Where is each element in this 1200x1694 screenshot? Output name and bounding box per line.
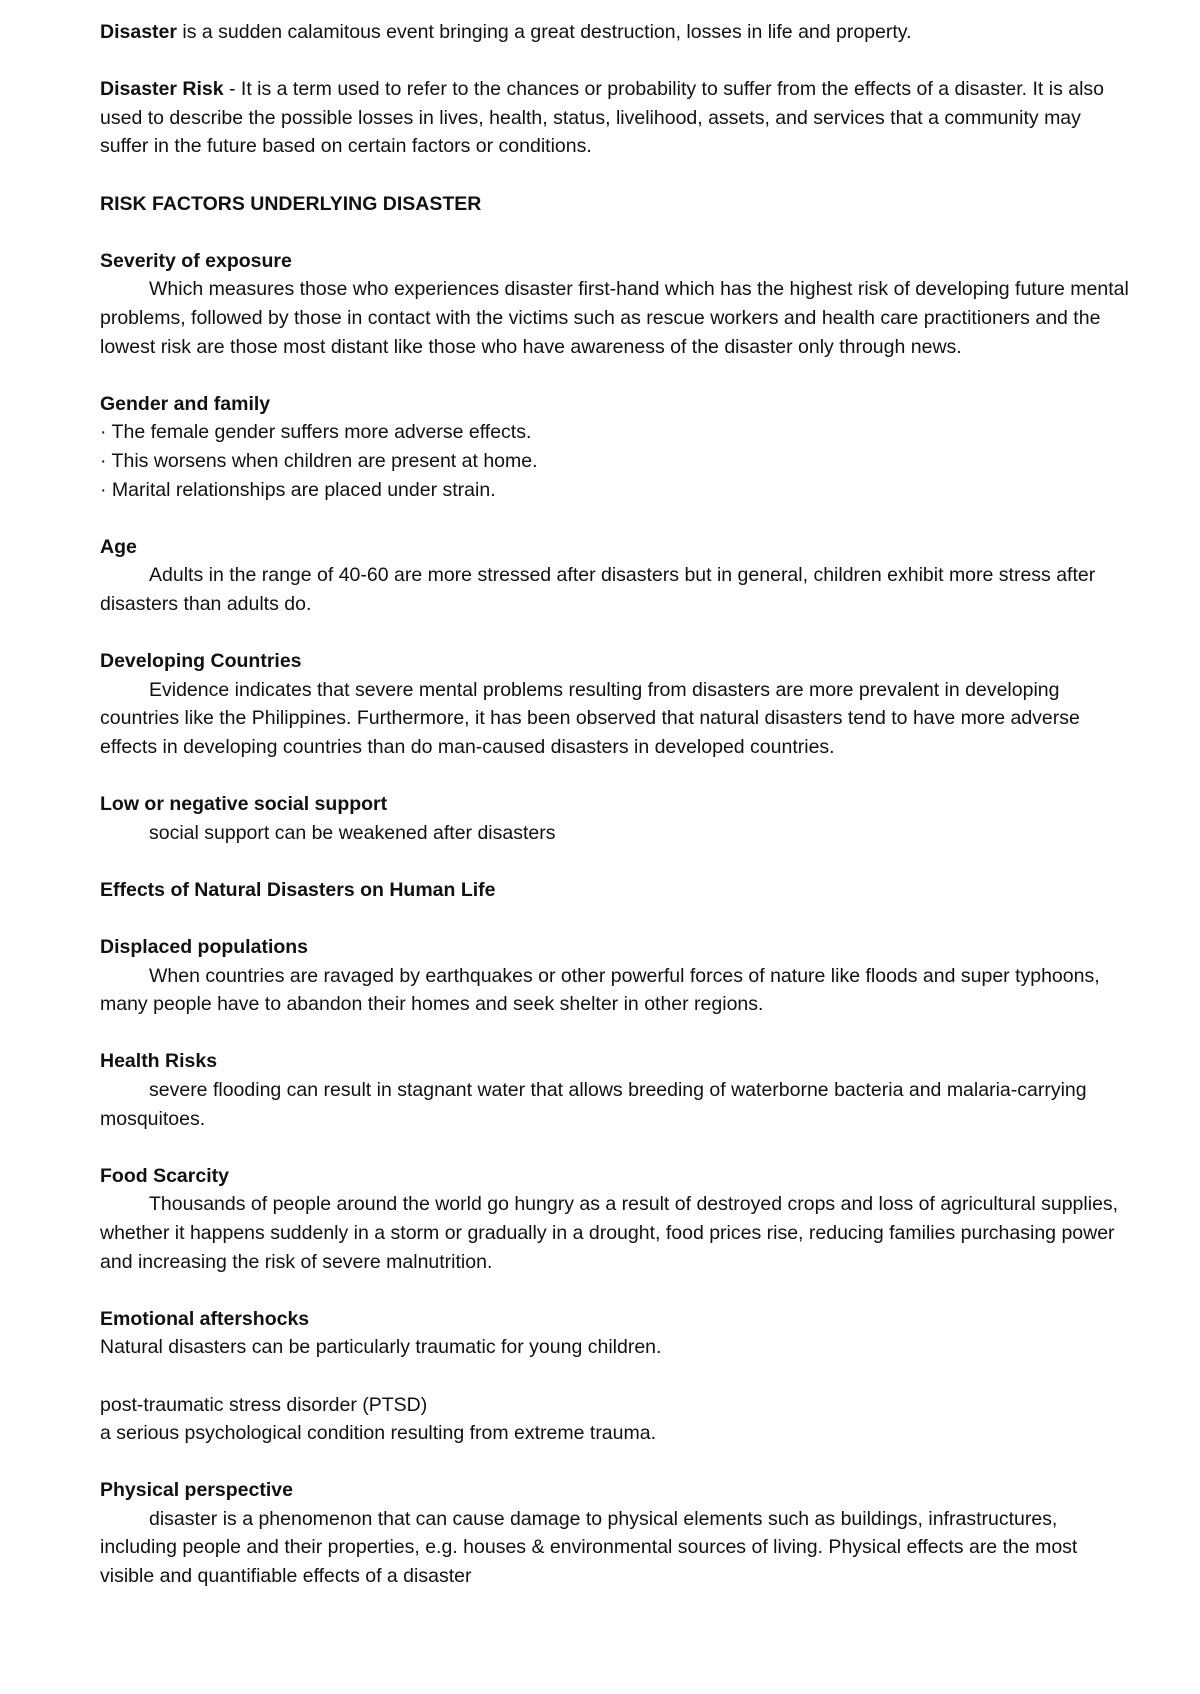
severity-title: Severity of exposure (100, 249, 292, 272)
disaster-term: Disaster (100, 21, 177, 43)
emotional-body: Natural disasters can be particularly traumatic for young children. (100, 1336, 662, 1359)
developing-body: Evidence indicates that severe mental problems resulting from disasters are more prevalent in developing countries like the Philippines. Furthermore, it has been observed that natural disasters tend to have more adverse effects in developing countries than do man-caused disasters in developed countries. (100, 678, 1080, 758)
disaster-risk-definition (100, 75, 1130, 161)
food-body: Thousands of people around the world go hungry as a result of destroyed crops and loss of agricultural supplies, whether it happens suddenly in a storm or gradually in a drought, food prices rise, reducing families purchasing power and increasing the risk of severe malnutrition. (100, 1193, 1119, 1273)
health-body: severe flooding can result in stagnant water that allows breeding of waterborne bacteria and malaria-carrying mosquitoes. (100, 1078, 1087, 1130)
disaster-definition (100, 18, 1130, 47)
gender-title: Gender and family (100, 392, 271, 415)
developing-title: Developing Countries (100, 650, 302, 673)
health-title: Health Risks (100, 1050, 218, 1073)
social-support-title: Low or negative social support (100, 793, 388, 816)
gender-bullet: · The female gender suffers more adverse effects. (100, 421, 532, 444)
effects-heading: Effects of Natural Disasters on Human Life (100, 878, 496, 901)
gender-bullet: · This worsens when children are present at home. (100, 449, 538, 472)
document-page (100, 18, 1130, 1591)
gender-bullet: · Marital relationships are placed under strain. (100, 478, 496, 501)
age-title: Age (100, 535, 137, 558)
ptsd-def: a serious psychological condition resulting from extreme trauma. (100, 1422, 657, 1445)
ptsd-term: post-traumatic stress disorder (PTSD) (100, 1393, 428, 1416)
displaced-body: When countries are ravaged by earthquakes or other powerful forces of nature like floods and super typhoons, many people have to abandon their homes and seek shelter in other regions. (100, 964, 1100, 1016)
emotional-title: Emotional aftershocks (100, 1307, 310, 1330)
physical-title: Physical perspective (100, 1479, 293, 1502)
disaster-risk-term: Disaster Risk (100, 78, 224, 101)
social-support-body: social support can be weakened after disasters (149, 821, 556, 844)
food-title: Food Scarcity (100, 1164, 229, 1187)
disaster-def-text: is a sudden calamitous event bringing a great destruction, losses in life and property. (176, 21, 912, 43)
physical-body: disaster is a phenomenon that can cause damage to physical elements such as buildings, infrastructures, including people and their properties, e.g. houses & environmental sources of living. Physical effects are the most visible and quantifiable effects of a disaster (100, 1507, 1078, 1588)
severity-body: Which measures those who experiences disaster first-hand which has the highest risk of developing future mental problems, followed by those in contact with the victims such as rescue workers and health care practitioners and the lowest risk are those most distant like those who have awareness of the disaster only through news. (100, 278, 1129, 358)
age-body: Adults in the range of 40-60 are more stressed after disasters but in general, children exhibit more stress after disasters than adults do. (100, 564, 1096, 615)
risk-factors-heading: RISK FACTORS UNDERLYING DISASTER (100, 192, 482, 215)
displaced-title: Displaced populations (100, 936, 309, 958)
disaster-risk-def-text: - It is a term used to refer to the chances or probability to suffer from the effects of a disaster. It is also used to describe the possible losses in lives, health, status, livelihood, assets, and services that a community may suffer in the future based on certain factors or conditions. (100, 78, 1105, 158)
